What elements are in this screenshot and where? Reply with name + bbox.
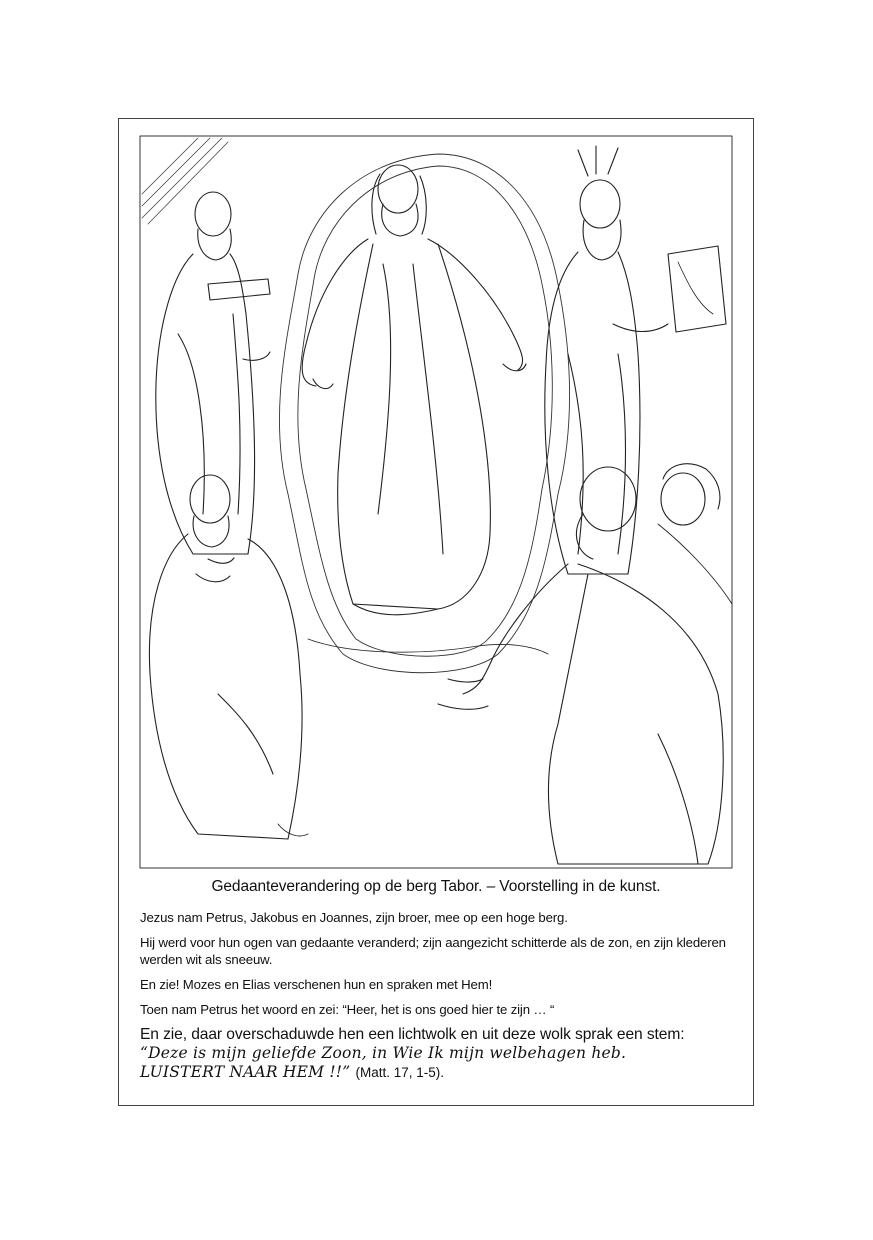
story-paragraph-4: Toen nam Petrus het woord en zei: “Heer, het is ons goed hier te zijn … “	[140, 1002, 555, 1017]
illustration-caption: Gedaanteverandering op de berg Tabor. – Voorstelling in de kunst.	[211, 878, 661, 895]
story-paragraph-2: Hij werd voor hun ogen van gedaante veranderd; zijn aangezicht schitterde als de zon, en zijn klederen werden wit als sneeuw.	[140, 935, 726, 967]
scripture-quote	[140, 1044, 740, 1082]
quote-line-1: “Deze is mijn geliefde Zoon, in Wie Ik mijn welbehagen heb.	[140, 1044, 627, 1062]
transfiguration-illustration	[138, 134, 734, 870]
story-paragraph-3: En zie! Mozes en Elias verschenen hun en spraken met Hem!	[140, 977, 493, 992]
story-paragraph-1: Jezus nam Petrus, Jakobus en Joannes, zijn broer, mee op een hoge berg.	[140, 910, 568, 925]
story-paragraph-5: En zie, daar overschaduwde hen een lichtwolk en uit deze wolk sprak een stem:	[140, 1026, 685, 1043]
scripture-reference: (Matt. 17, 1-5).	[355, 1065, 444, 1080]
quote-line-2: LUISTERT NAAR HEM !!”	[140, 1063, 351, 1081]
quote-line-2-wrapper	[140, 1063, 740, 1082]
